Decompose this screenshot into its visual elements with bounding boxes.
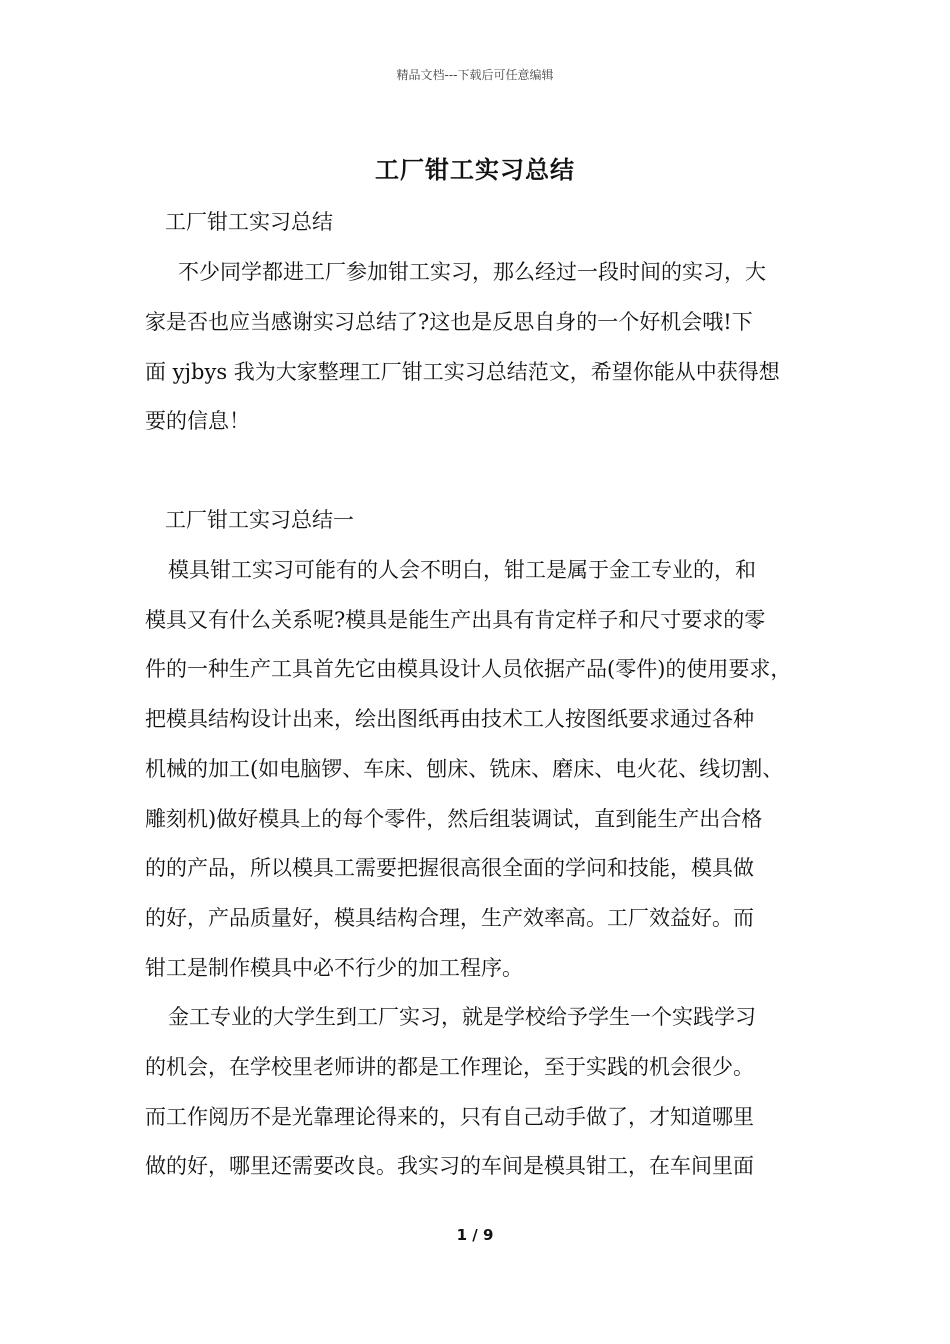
page-header: 精品文档---下载后可任意编辑	[396, 68, 554, 82]
paragraph-line: 模具钳工实习可能有的人会不明白，钳工是属于金工专业的，和	[168, 558, 756, 582]
paragraph-line: 模具又有什么关系呢?模具是能生产出具有肯定样子和尺寸要求的零	[145, 608, 766, 632]
paragraph-line: 把模具结构设计出来，绘出图纸再由技术工人按图纸要求通过各种	[145, 707, 754, 731]
paragraph-line: 雕刻机)做好模具上的每个零件，然后组装调试，直到能生产出合格	[145, 807, 763, 831]
page-number: 1 / 9	[456, 1226, 494, 1244]
paragraph-line: 金工专业的大学生到工厂实习，就是学校给予学生一个实践学习	[168, 1005, 756, 1029]
document-title: 工厂钳工实习总结	[375, 155, 575, 184]
paragraph-line: 面 yjbys 我为大家整理工厂钳工实习总结范文，希望你能从中获得想	[145, 360, 780, 384]
paragraph-line: 不少同学都进工厂参加钳工实习，那么经过一段时间的实习，大	[178, 260, 766, 284]
paragraph-line: 的好，产品质量好，模具结构合理，生产效率高。工厂效益好。而	[145, 906, 754, 930]
paragraph-line: 的的产品，所以模具工需要把握很高很全面的学问和技能，模具做	[145, 856, 754, 880]
paragraph-line: 件的一种生产工具首先它由模具设计人员依据产品(零件)的使用要求，	[145, 657, 792, 681]
paragraph-line: 要的信息！	[145, 409, 250, 433]
paragraph-line: 钳工是制作模具中必不行少的加工程序。	[145, 956, 523, 980]
section-heading: 工厂钳工实习总结一	[165, 508, 354, 532]
paragraph-line: 的机会，在学校里老师讲的都是工作理论，至于实践的机会很少。	[145, 1055, 754, 1079]
paragraph-line: 家是否也应当感谢实习总结了?这也是反思自身的一个好机会哦!下	[145, 310, 753, 334]
section-heading: 工厂钳工实习总结	[165, 210, 333, 234]
paragraph-line: 而工作阅历不是光靠理论得来的，只有自己动手做了，才知道哪里	[145, 1105, 754, 1129]
paragraph-line: 机械的加工(如电脑锣、车床、刨床、铣床、磨床、电火花、线切割、	[145, 757, 784, 781]
paragraph-line: 做的好，哪里还需要改良。我实习的车间是模具钳工，在车间里面	[145, 1154, 754, 1178]
